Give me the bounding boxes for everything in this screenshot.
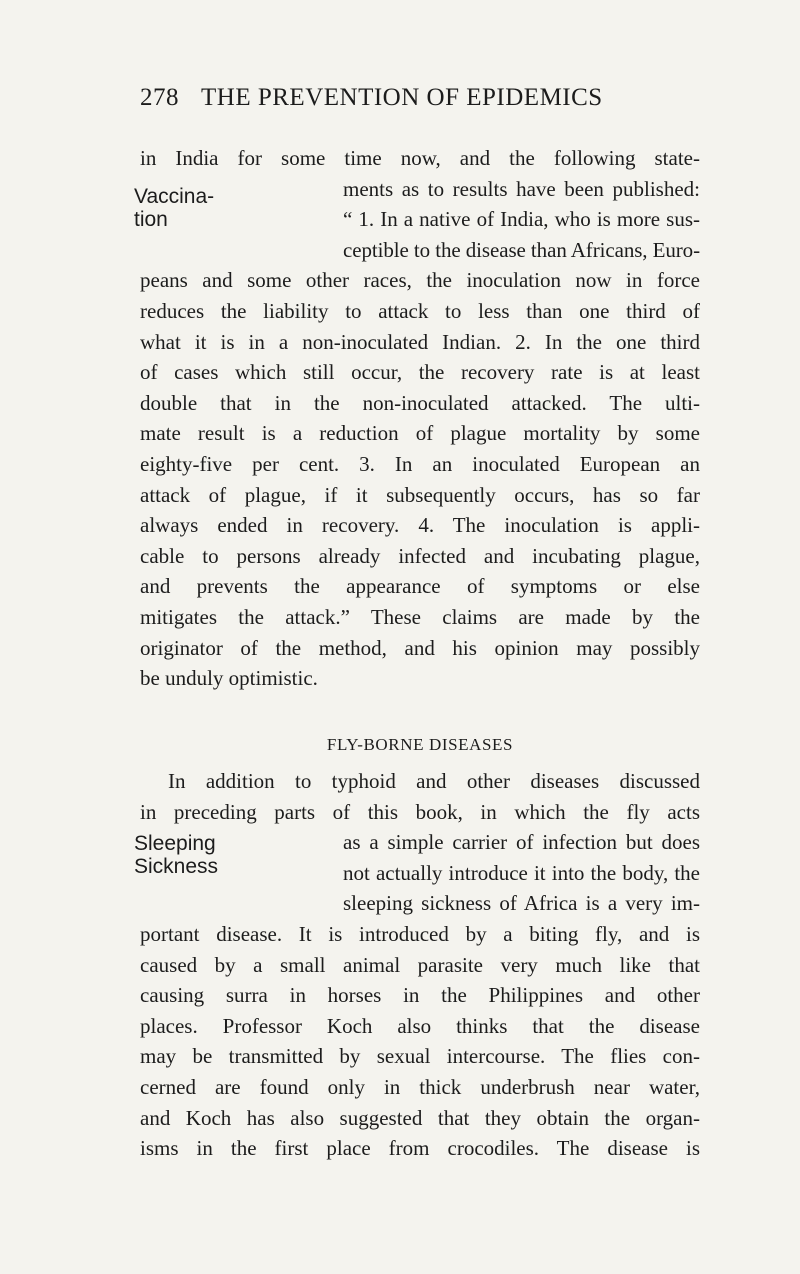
margin-note-line: Vaccina-	[134, 185, 215, 208]
text-line: be unduly optimistic.	[140, 666, 318, 691]
text-line: double that in the non-inoculated attacked. The ulti-	[140, 390, 700, 415]
text-line: not actually introduce it into the body, the	[343, 860, 700, 885]
margin-note-line: Sleeping	[134, 832, 216, 855]
paragraph-fly-borne-diseases	[140, 766, 700, 1164]
text-line: of cases which still occur, the recovery rate is at least	[140, 360, 700, 385]
text-line: and Koch has also suggested that they obtain the organ-	[140, 1105, 700, 1130]
text-line: peans and some other races, the inoculation now in force	[140, 268, 700, 293]
text-line: ceptible to the disease than Africans, Euro-	[343, 237, 700, 262]
text-line: mate result is a reduction of plague mortality by some	[140, 421, 700, 446]
text-line: what it is in a non-inoculated Indian. 2. In the one third	[140, 329, 700, 354]
text-line: as a simple carrier of infection but does	[343, 830, 700, 855]
text-line: isms in the first place from crocodiles. The disease is	[140, 1136, 700, 1161]
text-line: in preceding parts of this book, in which the fly acts	[140, 799, 700, 824]
text-line: ments as to results have been published:	[343, 176, 700, 201]
text-line: in India for some time now, and the following state-	[140, 146, 700, 170]
page-number: 278	[140, 84, 179, 111]
text-line: portant disease. It is introduced by a biting fly, and is	[140, 921, 700, 946]
text-line: In addition to typhoid and other diseases discussed	[168, 769, 700, 793]
section-heading: FLY-BORNE DISEASES	[326, 735, 514, 754]
text-line: places. Professor Koch also thinks that the disease	[140, 1013, 700, 1038]
margin-note-line: tion	[134, 208, 168, 231]
text-line: originator of the method, and his opinion may possibly	[140, 635, 700, 660]
running-header	[140, 84, 700, 112]
text-line: caused by a small animal parasite very much like that	[140, 952, 700, 977]
paragraph-plague-inoculation	[140, 143, 700, 694]
text-line: may be transmitted by sexual intercourse. The flies con-	[140, 1044, 700, 1069]
text-line: sleeping sickness of Africa is a very im-	[343, 891, 700, 916]
text-line: cable to persons already infected and incubating plague,	[140, 543, 700, 568]
text-line: reduces the liability to attack to less than one third of	[140, 298, 700, 323]
text-line: attack of plague, if it subsequently occurs, has so far	[140, 482, 700, 507]
text-line: always ended in recovery. 4. The inoculation is appli-	[140, 513, 700, 538]
text-line: cerned are found only in thick underbrush near water,	[140, 1074, 700, 1099]
text-line: eighty-five per cent. 3. In an inoculated European an	[140, 451, 700, 476]
text-line: “ 1. In a native of India, who is more sus-	[343, 207, 700, 232]
text-line: mitigates the attack.” These claims are made by the	[140, 604, 700, 629]
text-line: and prevents the appearance of symptoms or else	[140, 574, 700, 599]
text-line: causing surra in horses in the Philippines and other	[140, 983, 700, 1008]
running-title: THE PREVENTION OF EPIDEMICS	[201, 84, 603, 111]
margin-note-line: Sickness	[134, 855, 219, 878]
